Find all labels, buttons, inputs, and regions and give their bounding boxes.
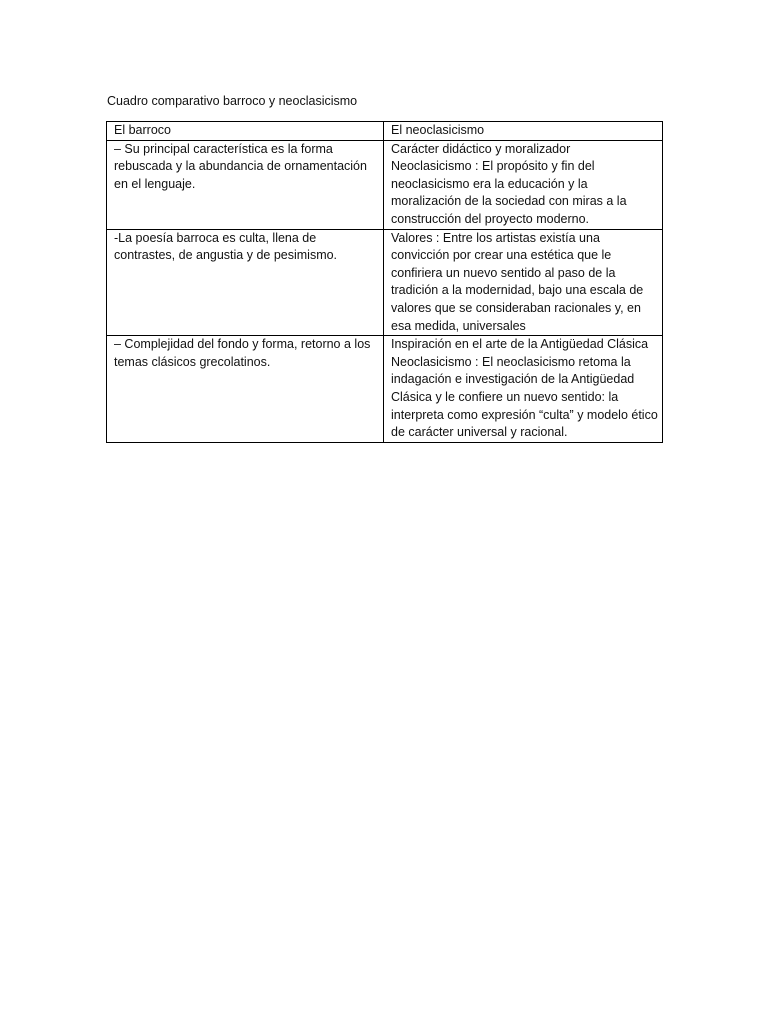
cell-text: Inspiración en el arte de la Antigüedad Clásica: [391, 337, 649, 352]
cell-text: Neoclasicismo : El propósito y fin del neoclasicismo era la educación y la moralización de la sociedad con miras a la construcción del proyecto moderno.: [391, 159, 627, 226]
table-row: [107, 140, 663, 229]
cell-text: – Complejidad del fondo y forma, retorno a los temas clásicos grecolatinos.: [114, 337, 371, 369]
header-neoclasicismo: El neoclasicismo: [384, 122, 663, 141]
table-row: [107, 229, 663, 336]
cell-neoclasicismo: [384, 229, 663, 336]
table-header-row: [107, 122, 663, 141]
cell-text: Neoclasicismo : El neoclasicismo retoma la indagación e investigación de la Antigüedad Clásica y le confiere un nuevo sentido: la interpreta como expresión “culta” y modelo ético de carácter universal y racional.: [391, 354, 658, 440]
cell-text: – Su principal característica es la forma rebuscada y la abundancia de ornamentación en el lenguaje.: [114, 141, 367, 191]
cell-barroco: [107, 140, 384, 229]
cell-text: Carácter didáctico y moralizador: [391, 141, 571, 156]
cell-neoclasicismo: [384, 336, 663, 443]
cell-text: Valores : Entre los artistas existía una convicción por crear una estética que le confiriera un nuevo sentido al paso de la tradición a la modernidad, bajo una escala de valores que se consideraban racionales y, en esa medida, universales: [391, 230, 644, 333]
table-row: [107, 336, 663, 443]
cell-barroco: [107, 336, 384, 443]
header-barroco: El barroco: [107, 122, 384, 141]
cell-barroco: [107, 229, 384, 336]
cell-neoclasicismo: [384, 140, 663, 229]
cell-text: -La poesía barroca es culta, llena de contrastes, de angustia y de pesimismo.: [114, 230, 338, 263]
comparison-table: [106, 121, 663, 443]
document-title: Cuadro comparativo barroco y neoclasicismo: [107, 94, 358, 108]
